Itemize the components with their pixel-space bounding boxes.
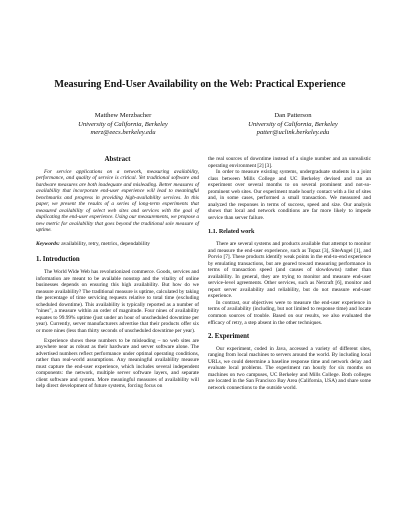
author-email: merz@eecs.berkeley.edu <box>90 129 156 137</box>
author-affiliation: University of California, Berkeley <box>78 120 168 128</box>
author-block-1 <box>38 112 208 138</box>
section-heading-experiment: 2. Experiment <box>208 333 250 341</box>
author-affiliation: University of California, Berkeley <box>248 120 338 128</box>
related-paragraph-1: There are several systems and products available that attempt to monitor and measure the end-user experience, such as Topaz [3], SiteAngel [1], and Porvio [7]. These products identify weak points in the end-to-end experience by emulating transactions, but are geared toward measuring performance in terms of transaction speed (and causes of slowdowns) rather than availability. In general, they are trying to monitor and measure end-user service-level agreements. Other services, such as Netcraft [6], monitor and report server availability and reliability, but do not measure end-user experience. <box>208 241 371 300</box>
section-heading-related-work: 1.1. Related work <box>208 228 255 236</box>
right-column <box>208 156 371 392</box>
keywords-label: Keywords: <box>36 241 60 248</box>
paper-title: Measuring End-User Availability on the Web: Practical Experience <box>54 79 346 90</box>
abstract-text: For service applications on a network, measuring availability, performance, and quality of service is critical. Yet traditional software and hardware measures are both inadequate and misleading. Better measures of availability that incorporate end-user experience will lead to meaningful benchmarks and progress in providing high-availability services. In this paper, we present the results of a series of long-term experiments that measured availability of select web sites and services with the goal of duplicating the end-user experience. Using our measurements, we propose a new metric for availability that goes beyond the traditional sole measure of uptime. <box>36 168 199 234</box>
author-name: Matthew Merzbacher <box>94 112 152 119</box>
author-email: patter@uclink.berkeley.edu <box>256 129 330 137</box>
author-name: Dan Patterson <box>274 112 312 119</box>
left-column <box>36 156 199 390</box>
author-block-2 <box>208 112 378 138</box>
experiment-paragraph-1: Our experiment, coded in Java, accessed a variety of different sites, ranging from local machines to servers around the world. By including local URLs, we could determine a baseline response time and network delay and evaluate local problems. The experiment ran hourly for six months on machines on two campuses, UC Berkeley and Mills College. Both colleges are located in the San Francisco Bay Area (California, USA) and share some network connections to the outside world. <box>208 345 371 391</box>
right-paragraph-1: the real sources of downtime instead of a single number and an unrealistic operating environment [2] [3]. <box>208 156 371 169</box>
keywords-text: availability, retry, metrics, dependability <box>61 241 151 248</box>
intro-paragraph-2: Experience shows these numbers to be misleading – no web sites are anywhere near as robust as their hardware and server software alone. The advertised numbers reflect performance under optimal operating conditions, rather than real-world assumptions. Any meaningful availability measure must capture the end-user experience, which includes several independent components: the network, multiple server software layers, and separate client software and system. More meaningful measures of availability will help direct development of future systems, forcing focus on <box>36 337 199 390</box>
right-paragraph-2: In order to measure existing systems, undergraduate students in a joint class between Mills College and UC Berkeley devised and ran an experiment over several months to on several prominent and not-so-prominent web sites. Our experiment made hourly contact with a list of sites and, in some cases, performed a small transaction. We measured and analyzed the responses in terms of success, speed and size. Our analysis shows that local and network conditions are far more likely to impede service than server failure. <box>208 169 371 221</box>
keywords <box>36 241 199 248</box>
intro-paragraph-1: The World Wide Web has revolutionized commerce. Goods, services and information are meant to be available nonstop and the vitality of online businesses depends on ensuring this high availability. But how do we measure availability? The traditional measure is uptime, calculated by taking the percentage of time servicing requests relative to total time (excluding scheduled downtime). This availability is typically reported as a number of "nines", a measure within an order of magnitude. Four nines of availability equates to 99.99% uptime (just under an hour of unscheduled downtime per year). Currently, server manufacturers advertise that their products offer six or more nines (less than thirty seconds of unscheduled downtime per year). <box>36 269 199 335</box>
abstract-heading: Abstract <box>104 155 131 163</box>
section-heading-introduction: 1. Introduction <box>36 255 80 263</box>
related-paragraph-2: In contrast, our objectives were to measure the end-user experience in terms of availability (including, but not limited to response time) and locate common sources of trouble. Based on our results, we also evaluated the efficacy of retry, a step absent in the other techniques. <box>208 299 371 326</box>
